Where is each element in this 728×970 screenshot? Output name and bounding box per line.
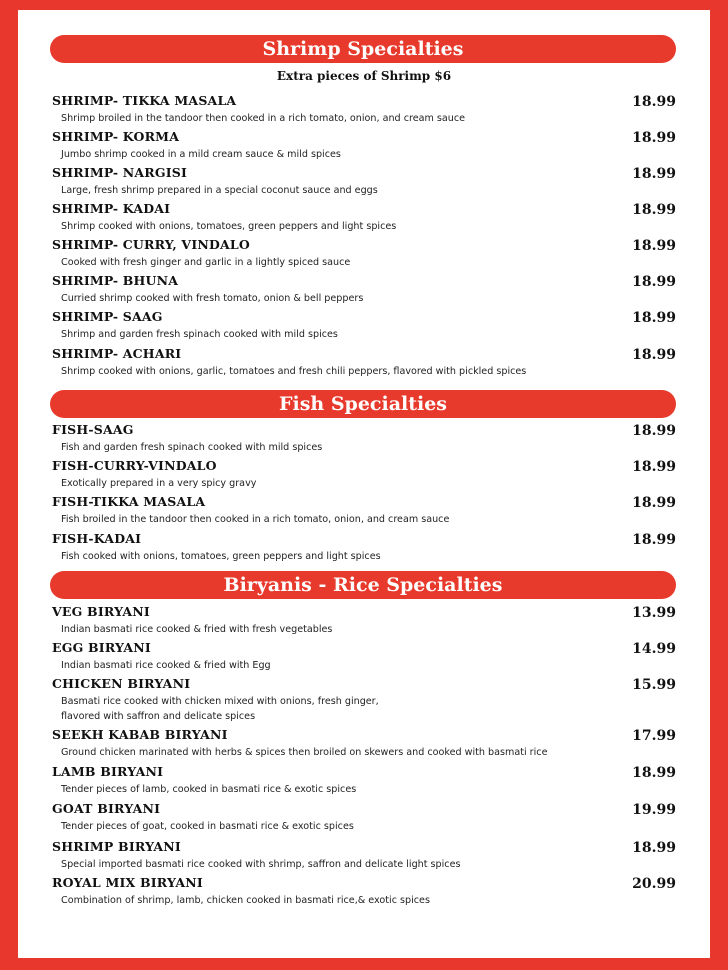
item-name: SHRIMP BIRYANI (52, 839, 181, 854)
section-banner-shrimp: Shrimp Specialties (50, 35, 676, 63)
menu-item (52, 604, 676, 637)
item-name: FISH-KADAI (52, 531, 142, 546)
menu-page (18, 10, 710, 958)
item-price: 18.99 (632, 347, 676, 363)
item-price: 18.99 (632, 94, 676, 110)
menu-item (52, 531, 676, 564)
menu-item (52, 346, 676, 379)
item-name: FISH-TIKKA MASALA (52, 494, 206, 509)
item-name: FISH-CURRY-VINDALO (52, 458, 217, 473)
item-description: Tender pieces of lamb, cooked in basmati rice & exotic spices (61, 784, 357, 795)
item-price: 18.99 (632, 423, 676, 439)
item-name: EGG BIRYANI (52, 640, 151, 655)
item-name: VEG BIRYANI (52, 604, 150, 619)
item-name: SHRIMP- SAAG (52, 309, 163, 324)
menu-item (52, 273, 676, 306)
item-description: Jumbo shrimp cooked in a mild cream sauce & mild spices (61, 149, 341, 160)
item-price: 20.99 (632, 876, 676, 892)
item-price: 18.99 (632, 202, 676, 218)
menu-item (52, 764, 676, 797)
menu-item (52, 839, 676, 872)
item-price: 14.99 (632, 641, 676, 657)
item-description: Combination of shrimp, lamb, chicken cooked in basmati rice,& exotic spices (61, 895, 430, 906)
item-name: SHRIMP- NARGISI (52, 165, 188, 180)
item-description: Special imported basmati rice cooked with shrimp, saffron and delicate light spices (61, 859, 461, 870)
menu-item (52, 422, 676, 455)
item-price: 18.99 (632, 840, 676, 856)
item-description: Fish broiled in the tandoor then cooked in a rich tomato, onion, and cream sauce (61, 514, 450, 525)
item-description: Shrimp cooked with onions, tomatoes, green peppers and light spices (61, 221, 397, 232)
item-price: 15.99 (632, 677, 676, 693)
item-name: SHRIMP- CURRY, VINDALO (52, 237, 251, 252)
item-description-line-2: flavored with saffron and delicate spices (61, 711, 256, 722)
item-description: Indian basmati rice cooked & fried with Egg (61, 660, 271, 671)
item-description: Large, fresh shrimp prepared in a special coconut sauce and eggs (61, 185, 378, 196)
menu-item (52, 129, 676, 162)
item-price: 18.99 (632, 765, 676, 781)
menu-item (52, 801, 676, 834)
item-price: 18.99 (632, 495, 676, 511)
item-name: FISH-SAAG (52, 422, 134, 437)
item-price: 18.99 (632, 238, 676, 254)
item-price: 18.99 (632, 274, 676, 290)
menu-item (52, 165, 676, 198)
item-description: Indian basmati rice cooked & fried with fresh vegetables (61, 624, 333, 635)
menu-item (52, 93, 676, 126)
item-description: Fish cooked with onions, tomatoes, green peppers and light spices (61, 551, 381, 562)
item-price: 13.99 (632, 605, 676, 621)
menu-item (52, 640, 676, 673)
item-description: Shrimp cooked with onions, garlic, tomatoes and fresh chili peppers, flavored with pickled spices (61, 366, 527, 377)
item-name: SHRIMP- KADAI (52, 201, 171, 216)
item-name: LAMB BIRYANI (52, 764, 164, 779)
menu-item (52, 494, 676, 527)
item-description: Cooked with fresh ginger and garlic in a lightly spiced sauce (61, 257, 351, 268)
item-price: 17.99 (632, 728, 676, 744)
item-description: Shrimp and garden fresh spinach cooked with mild spices (61, 329, 338, 340)
menu-item (52, 309, 676, 342)
item-name: SHRIMP- ACHARI (52, 346, 182, 361)
item-description: Ground chicken marinated with herbs & spices then broiled on skewers and cooked with basmati rice (61, 747, 548, 758)
item-price: 18.99 (632, 310, 676, 326)
item-name: ROYAL MIX BIRYANI (52, 875, 203, 890)
item-price: 18.99 (632, 166, 676, 182)
item-description: Fish and garden fresh spinach cooked with mild spices (61, 442, 323, 453)
menu-item (52, 201, 676, 234)
item-description: Tender pieces of goat, cooked in basmati rice & exotic spices (61, 821, 354, 832)
item-name: CHICKEN BIRYANI (52, 676, 191, 691)
item-description: Curried shrimp cooked with fresh tomato, onion & bell peppers (61, 293, 364, 304)
section-banner-biryani: Biryanis - Rice Specialties (50, 571, 676, 599)
item-description: Exotically prepared in a very spicy gravy (61, 478, 257, 489)
menu-item (52, 676, 676, 724)
item-price: 18.99 (632, 130, 676, 146)
item-name: SHRIMP- KORMA (52, 129, 180, 144)
item-price: 18.99 (632, 459, 676, 475)
item-price: 19.99 (632, 802, 676, 818)
item-name: SHRIMP- TIKKA MASALA (52, 93, 237, 108)
menu-item (52, 237, 676, 270)
item-price: 18.99 (632, 532, 676, 548)
item-description: Shrimp broiled in the tandoor then cooked in a rich tomato, onion, and cream sauce (61, 113, 466, 124)
menu-item (52, 875, 676, 908)
section-banner-fish: Fish Specialties (50, 390, 676, 418)
menu-item (52, 727, 676, 760)
item-name: SEEKH KABAB BIRYANI (52, 727, 228, 742)
item-name: SHRIMP- BHUNA (52, 273, 179, 288)
item-name: GOAT BIRYANI (52, 801, 161, 816)
shrimp-extra-note: Extra pieces of Shrimp $6 (276, 69, 452, 83)
menu-item (52, 458, 676, 491)
item-description: Basmati rice cooked with chicken mixed with onions, fresh ginger, (61, 696, 379, 707)
